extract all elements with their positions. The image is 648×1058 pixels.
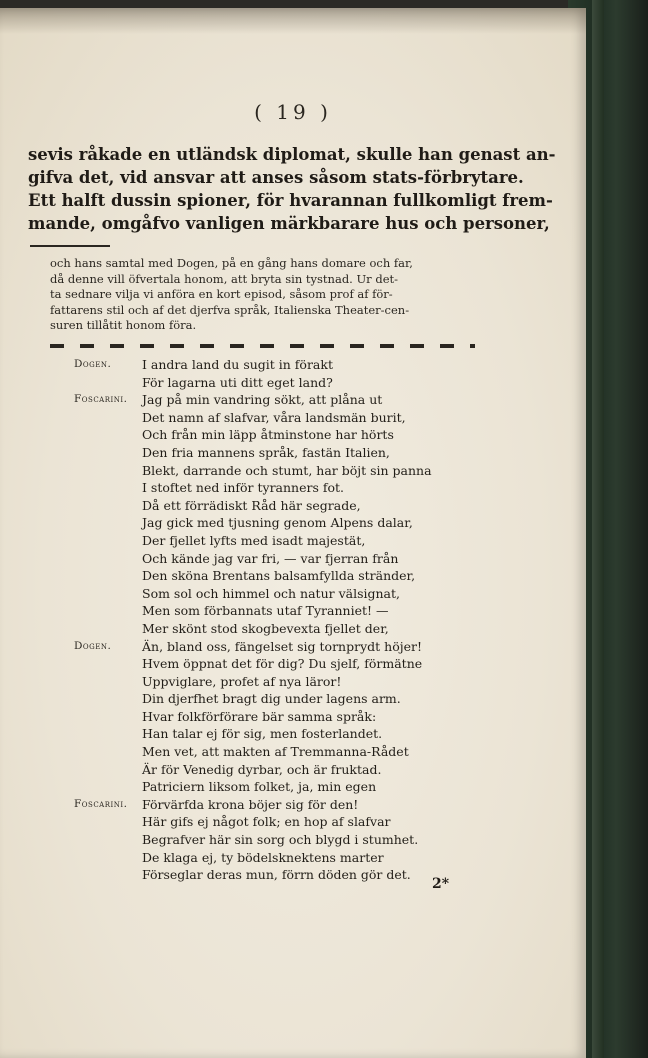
footnote-rule bbox=[30, 245, 110, 247]
dialogue-line: För lagarna uti ditt eget land? bbox=[142, 374, 333, 390]
speaker-label: Dogen. bbox=[74, 639, 112, 652]
dialogue-line: Hvar folkförförare bär samma språk: bbox=[142, 708, 377, 724]
dialogue-line: Hvem öppnat det för dig? Du sjelf, förmätne bbox=[142, 656, 423, 672]
main-text-line: Ett halft dussin spioner, för hvarannan fullkomligt frem- bbox=[28, 191, 553, 210]
footnote-line: och hans samtal med Dogen, på en gång hans domare och far, bbox=[50, 256, 413, 270]
dialogue-line: Är för Venedig dyrbar, och är fruktad. bbox=[142, 761, 382, 777]
footnote-line: ta sednare vilja vi anföra en kort episod, såsom prof af för- bbox=[50, 287, 393, 301]
dash-divider bbox=[50, 344, 475, 348]
dialogue-line: Blekt, darrande och stumt, har böjt sin panna bbox=[142, 462, 432, 478]
main-text-line: gifva det, vid ansvar att anses såsom stats-förbrytare. bbox=[28, 168, 524, 187]
dialogue-verse bbox=[142, 356, 482, 884]
footnote-line: fattarens stil och af det djerfva språk, Italienska Theater-cen- bbox=[50, 302, 410, 317]
main-text-block bbox=[28, 143, 556, 235]
dialogue-line: I andra land du sugit in förakt bbox=[142, 357, 333, 372]
dialogue-line: Den sköna Brentans balsamfyllda stränder, bbox=[142, 568, 416, 584]
dialogue-line: Förseglar deras mun, förrn döden gör det. bbox=[142, 867, 411, 883]
speaker-label: Foscarini. bbox=[74, 798, 128, 810]
dialogue-line: Uppviglare, profet af nya läror! bbox=[142, 673, 342, 689]
book-spine-edge bbox=[592, 0, 604, 1058]
dialogue-line: Men som förbannats utaf Tyranniet! — bbox=[142, 603, 389, 619]
speaker-label: Foscarini. bbox=[74, 393, 128, 406]
dialogue-line: Der fjellet lyfts med isadt majestät, bbox=[142, 532, 366, 548]
printer-signature-mark: 2* bbox=[432, 876, 450, 892]
dialogue-line: Begrafver här sin sorg och blygd i stumhet. bbox=[142, 832, 419, 848]
dialogue-line: Mer skönt stod skogbevexta fjellet der, bbox=[142, 620, 389, 636]
dialogue-line: Och från min läpp åtminstone har hörts bbox=[142, 427, 394, 443]
dialogue-line: Patriciern liksom folket, ja, min egen bbox=[142, 779, 377, 795]
speaker-label: Dogen. bbox=[74, 358, 112, 370]
main-text-line: sevis råkade en utländsk diplomat, skulle han genast an- bbox=[28, 145, 556, 164]
page-top-shadow bbox=[0, 8, 586, 34]
dialogue-line: Det namn af slafvar, våra landsmän burit, bbox=[142, 409, 406, 425]
dialogue-line: Och kände jag var fri, — var fjerran från bbox=[142, 550, 399, 566]
dialogue-line: Här gifs ej något folk; en hop af slafvar bbox=[142, 814, 391, 830]
footnote-block bbox=[50, 256, 485, 334]
dialogue-line: Då ett förrädiskt Råd här segrade, bbox=[142, 497, 361, 513]
footnote-line: då denne vill öfvertala honom, att bryta sin tystnad. Ur det- bbox=[50, 271, 399, 286]
dialogue-line: Den fria mannens språk, fastän Italien, bbox=[142, 444, 390, 460]
dialogue-line: Men vet, att makten af Tremmanna-Rådet bbox=[142, 744, 409, 760]
dialogue-line: Han talar ej för sig, men fosterlandet. bbox=[142, 726, 383, 742]
main-text-line: mande, omgåfvo vanligen märkbarare hus och personer, bbox=[28, 214, 550, 233]
dialogue-line: Din djerfhet bragt dig under lagens arm. bbox=[142, 691, 401, 707]
dialogue-line: De klaga ej, ty bödelsknektens marter bbox=[142, 849, 384, 865]
dialogue-line: Än, bland oss, fängelset sig tornprydt höjer! bbox=[142, 638, 422, 654]
dialogue-line: Som sol och himmel och natur välsignat, bbox=[142, 585, 401, 601]
page-number: ( 19 ) bbox=[254, 100, 332, 124]
dialogue-line: Jag på min vandring sökt, att plåna ut bbox=[142, 392, 383, 408]
footnote-line: suren tillåtit honom föra. bbox=[50, 318, 197, 332]
dialogue-line: I stoftet ned inför tyranners fot. bbox=[142, 480, 345, 496]
dialogue-line: Förvärfda krona böjer sig för den! bbox=[142, 796, 359, 812]
dialogue-line: Jag gick med tjusning genom Alpens dalar, bbox=[142, 515, 413, 531]
